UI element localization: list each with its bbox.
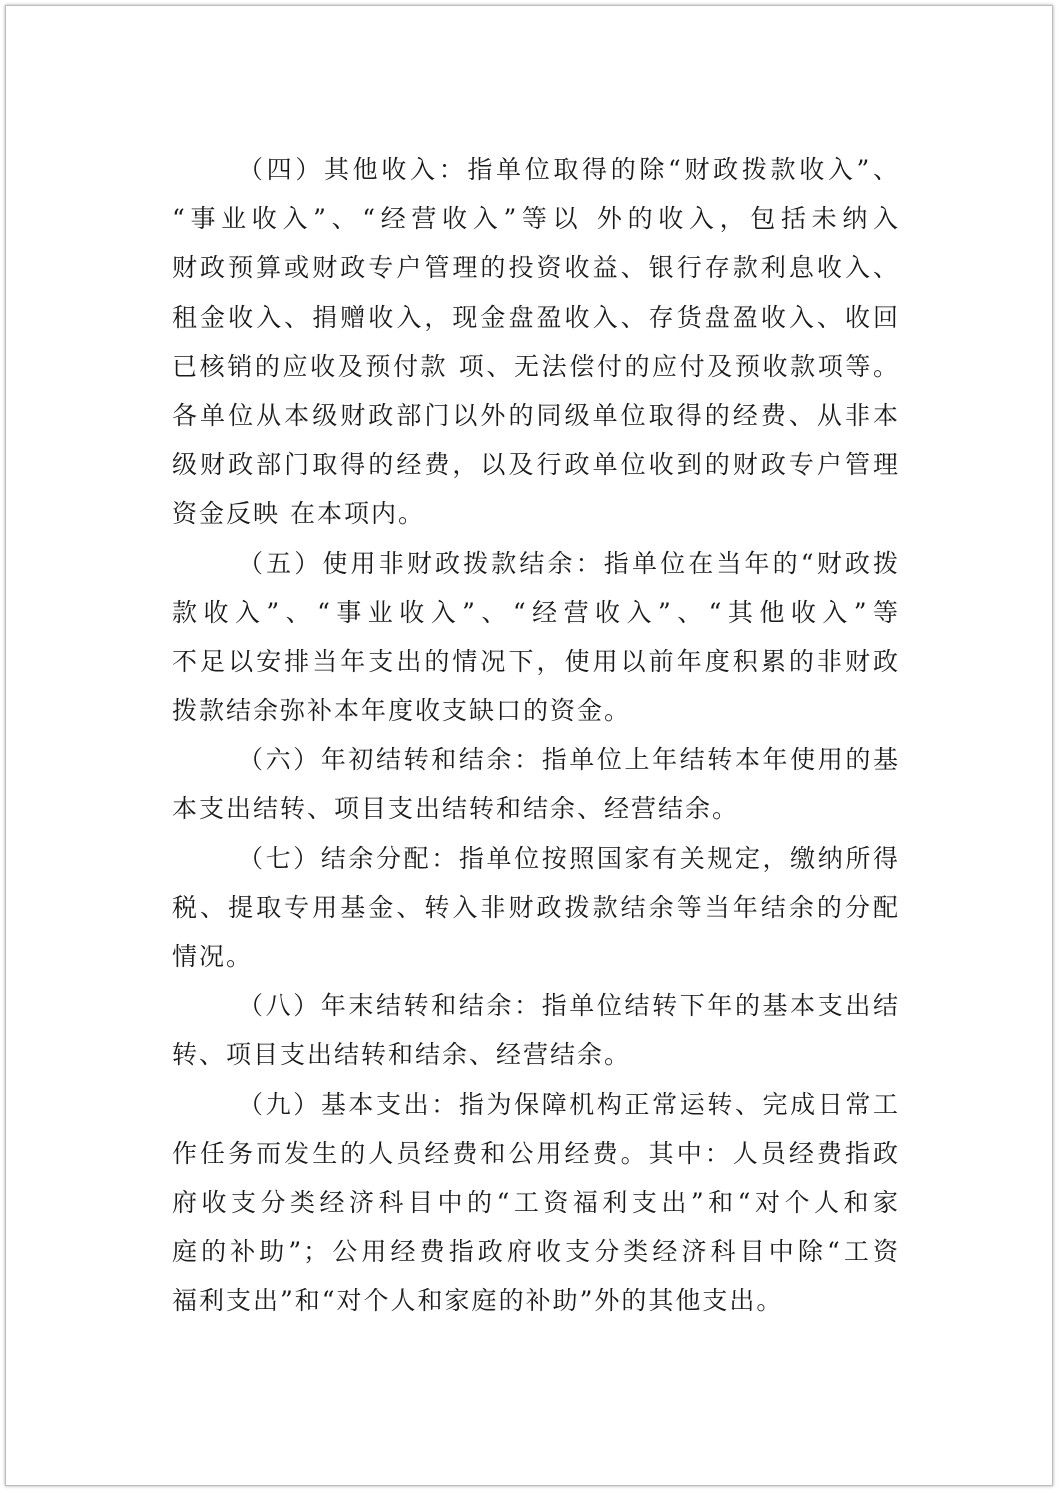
paragraph-line: 情况。 — [172, 942, 254, 971]
paragraph-ending-carryover — [172, 981, 900, 1079]
paragraph-line: 已核销的应收及预付款 项、无法偿付的应付及预收款项等。 — [172, 351, 900, 381]
paragraph-line: “事业收入”、“经营收入”等以 外的收入，包括未纳入 — [172, 204, 900, 234]
paragraph-line: （九）基本支出：指为保障机构正常运转、完成日常工 — [238, 1089, 900, 1119]
document-body — [172, 145, 900, 1326]
paragraph-beginning-carryover — [172, 735, 900, 833]
paragraph-line: （五）使用非财政拨款结余：指单位在当年的“财政拨 — [238, 548, 900, 578]
paragraph-non-fiscal-surplus — [172, 539, 900, 736]
paragraph-line: 租金收入、捐赠收入，现金盘盈收入、存货盘盈收入、收回 — [172, 302, 900, 332]
document-page — [5, 5, 1053, 1486]
paragraph-line: 资金反映 在本项内。 — [172, 499, 425, 529]
paragraph-line: 财政预算或财政专户管理的投资收益、银行存款利息收入、 — [172, 253, 900, 283]
paragraph-line: 拨款结余弥补本年度收支缺口的资金。 — [172, 696, 632, 726]
paragraph-line: 税、提取专用基金、转入非财政拨款结余等当年结余的分配 — [172, 892, 900, 922]
paragraph-line: （四）其他收入：指单位取得的除“财政拨款收入”、 — [238, 155, 900, 184]
paragraph-line: 级财政部门取得的经费，以及行政单位收到的财政专户管理 — [172, 450, 900, 480]
paragraph-line: 各单位从本级财政部门以外的同级单位取得的经费、从非本 — [172, 400, 900, 430]
paragraph-line: 款收入”、“事业收入”、“经营收入”、“其他收入”等 — [172, 597, 900, 627]
paragraph-basic-expenditure — [172, 1080, 900, 1326]
paragraph-line: （七）结余分配：指单位按照国家有关规定，缴纳所得 — [238, 843, 900, 873]
paragraph-line: （六）年初结转和结余：指单位上年结转本年使用的基 — [238, 745, 900, 775]
paragraph-line: 府收支分类经济科目中的“工资福利支出”和“对个人和家 — [172, 1187, 900, 1217]
paragraph-other-income — [172, 145, 900, 539]
paragraph-line: （八）年末结转和结余：指单位结转下年的基本支出结 — [238, 991, 900, 1021]
paragraph-line: 本支出结转、项目支出结转和结余、经营结余。 — [172, 794, 740, 824]
paragraph-surplus-distribution — [172, 834, 900, 982]
paragraph-line: 作任务而发生的人员经费和公用经费。其中：人员经费指政 — [172, 1138, 900, 1168]
paragraph-line: 庭的补助”；公用经费指政府收支分类经济科目中除“工资 — [172, 1237, 900, 1267]
paragraph-line: 福利支出”和“对个人和家庭的补助”外的其他支出。 — [172, 1286, 784, 1316]
paragraph-line: 不足以安排当年支出的情况下，使用以前年度积累的非财政 — [172, 646, 900, 676]
paragraph-line: 转、项目支出结转和结余、经营结余。 — [172, 1040, 632, 1070]
